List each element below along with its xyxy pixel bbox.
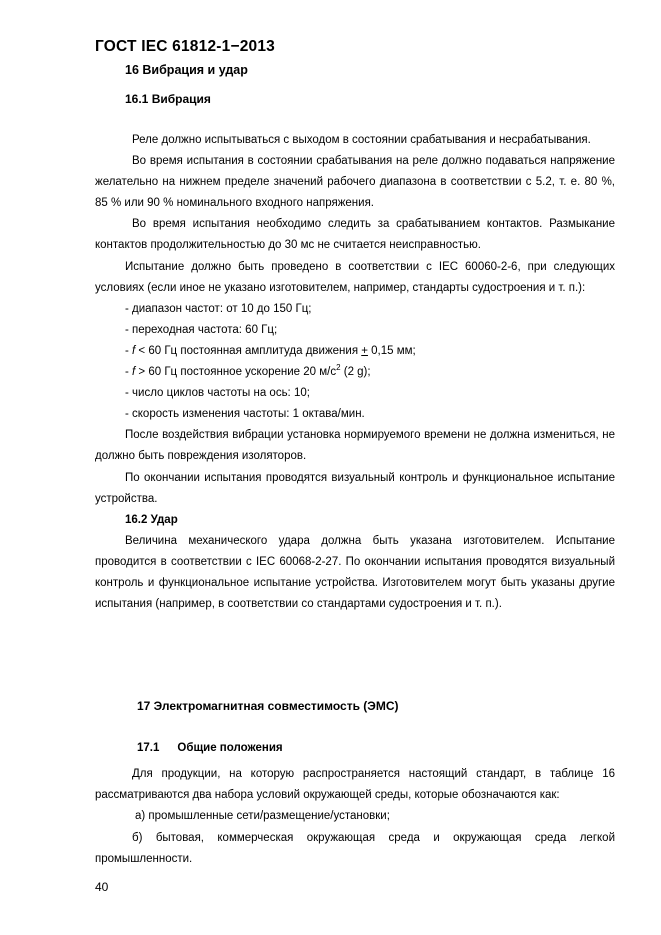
paragraph: Величина механического удара должна быть указана изготовителем. Испытание проводится в соответствии с IEC 60068-2-27. По окончании испытания проводятся визуальный контроль и функциональное испытание устройства. Изготовителем могут быть указаны другие испытания (например, в соответствии со стандартами судостроения и т. п.).: [95, 534, 615, 611]
list-item: - скорость изменения частоты: 1 октава/мин.: [125, 408, 365, 421]
paragraph: Реле должно испытываться с выходом в состоянии срабатывания и несрабатывания.: [132, 134, 591, 146]
list-item-text: < 60 Гц постоянная амплитуда движения: [135, 344, 362, 357]
section-17-heading: 17 Электромагнитная совместимость (ЭМС): [137, 699, 399, 713]
section-16-heading: 16 Вибрация и удар: [125, 63, 248, 77]
page-number: 40: [95, 880, 109, 894]
paragraph: По окончании испытания проводятся визуальный контроль и функциональное испытание устройства.: [95, 471, 615, 505]
section-title: Общие положения: [177, 742, 283, 754]
paragraph: Испытание должно быть проведено в соответствии с IEC 60060-2-6, при следующих условиях (если иное не указано изготовителем, например, стандарты судостроения и т. п.):: [95, 260, 615, 294]
list-item: - переходная частота: 60 Гц;: [125, 323, 278, 336]
list-item-text: (2 g);: [340, 366, 371, 379]
section-17-body: [95, 764, 615, 870]
list-item: - диапазон частот: от 10 до 150 Гц;: [125, 302, 312, 315]
section-16-body: [95, 130, 615, 615]
list-item-text: > 60 Гц постоянное ускорение 20 м/с: [135, 366, 337, 379]
section-16-1-heading: 16.1 Вибрация: [125, 92, 211, 106]
frequency-symbol: f: [132, 366, 136, 379]
paragraph: Во время испытания в состоянии срабатывания на реле должно подаваться напряжение желательно на нижнем пределе значений рабочего диапазона в соответствии с 5.2, т. е. 80 %, 85 % или 90 % номинального входного напряжения.: [95, 155, 615, 210]
list-item: - число циклов частоты на ось: 10;: [125, 387, 310, 400]
paragraph: После воздействия вибрации установка нормируемого времени не должна измениться, не должно быть повреждения изоляторов.: [95, 429, 615, 463]
list-item: а) промышленные сети/размещение/установки;: [135, 810, 390, 823]
list-item-text: 0,15 мм;: [367, 344, 416, 357]
plus-minus-sign: +: [361, 344, 368, 357]
list-item-text: -: [125, 344, 133, 357]
paragraph: Во время испытания необходимо следить за срабатыванием контактов. Размыкание контактов продолжительностью до 30 мс не считается неисправностью.: [95, 218, 615, 252]
list-item: б) бытовая, коммерческая окружающая среда и окружающая среда легкой промышленности.: [95, 831, 615, 865]
frequency-symbol: f: [132, 344, 136, 357]
list-item: [95, 362, 615, 383]
section-17-1-heading: [137, 742, 283, 754]
section-16-2-heading: 16.2 Удар: [125, 513, 178, 526]
superscript: 2: [336, 363, 341, 373]
section-number: 17.1: [137, 742, 160, 754]
list-item: [95, 341, 615, 362]
paragraph: Для продукции, на которую распространяется настоящий стандарт, в таблице 16 рассматриваются два набора условий окружающей среды, которые обозначаются как:: [95, 768, 615, 802]
document-header: ГОСТ IEC 61812-1−2013: [95, 38, 275, 55]
list-item-text: -: [125, 366, 133, 379]
